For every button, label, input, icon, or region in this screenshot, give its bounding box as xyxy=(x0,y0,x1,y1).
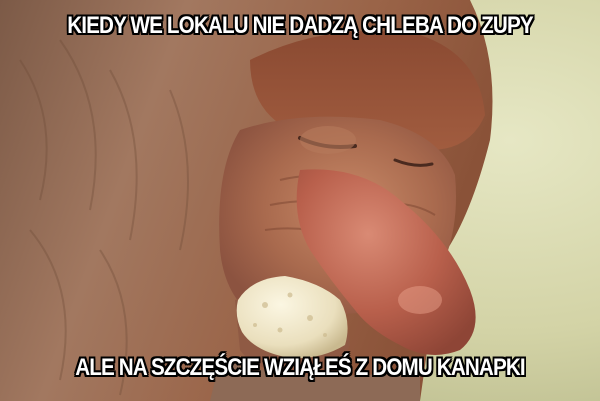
bottom-caption: ALE NA SZCZĘŚCIE WZIĄŁEŚ Z DOMU KANAPKI xyxy=(75,354,525,381)
top-caption: KIEDY WE LOKALU NIE DADZĄ CHLEBA DO ZUPY xyxy=(67,12,533,39)
